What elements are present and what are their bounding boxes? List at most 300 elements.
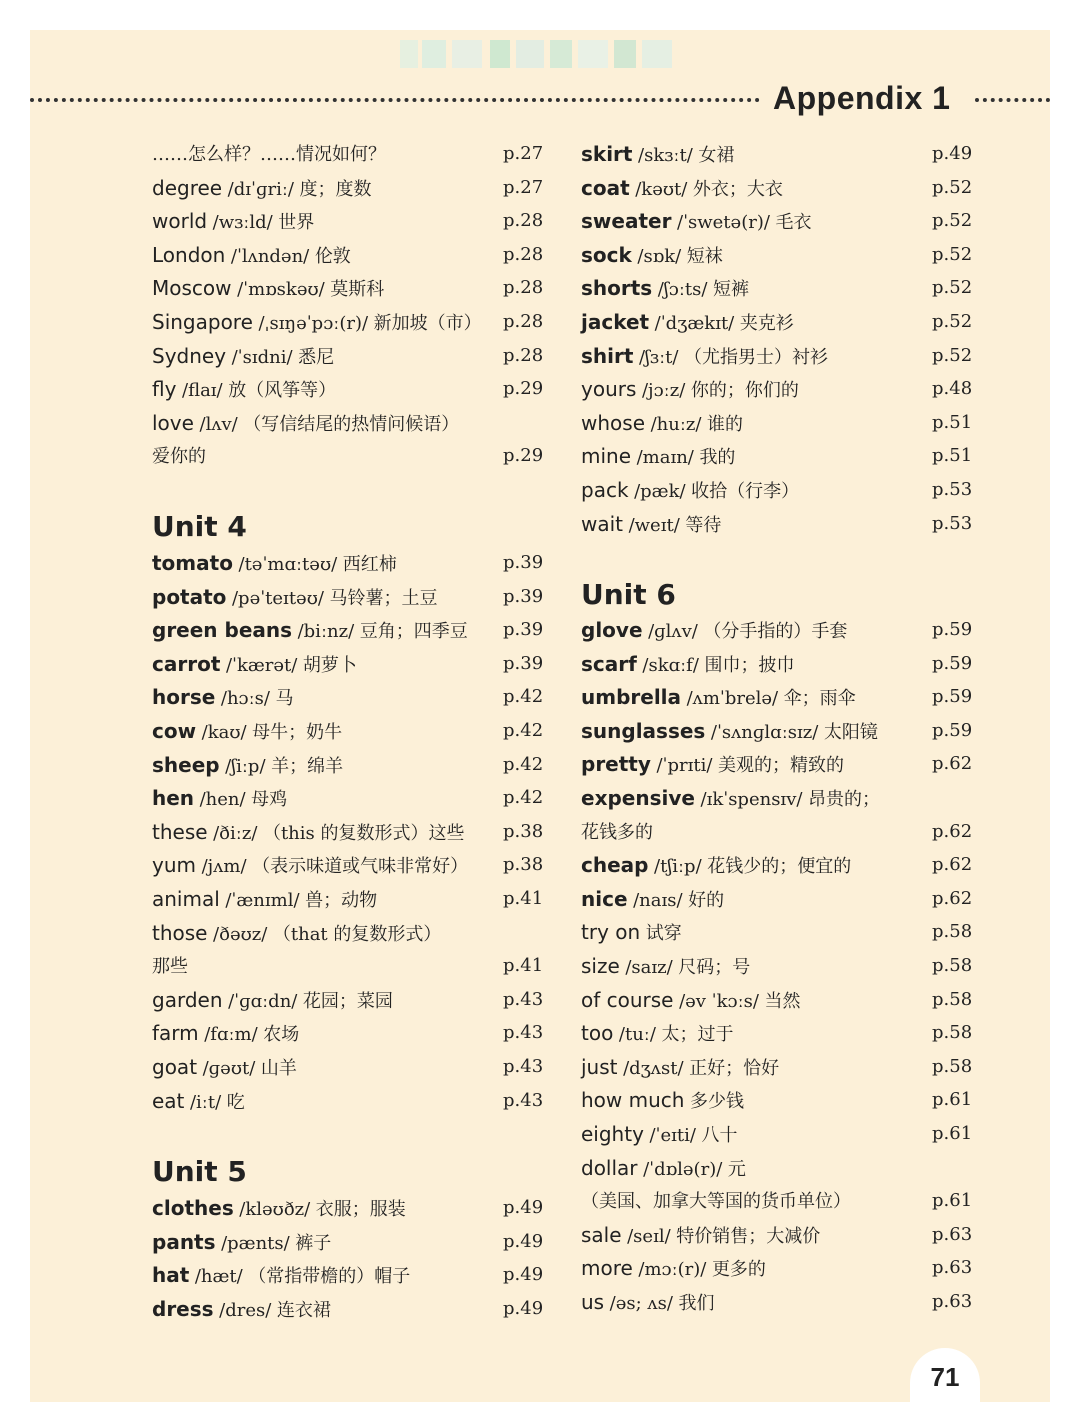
- entry-phonetic: /ɡəʊt/: [202, 1058, 256, 1079]
- vocab-entry: [581, 372, 799, 406]
- entry-meaning: 尺码；号: [678, 957, 751, 978]
- entry-phonetic: /dɪˈɡriː/: [227, 179, 294, 200]
- entry-meaning: 多少钱: [690, 1091, 745, 1112]
- entry-page-ref: p.59: [932, 686, 973, 707]
- entry-word: sweater: [581, 209, 672, 233]
- entry-phonetic: /ɪkˈspensɪv/: [700, 789, 803, 810]
- entry-phonetic: /jɔːz/: [641, 380, 686, 401]
- vocab-entry: [581, 1251, 766, 1285]
- entry-word: tomato: [152, 551, 233, 575]
- entry-word: sheep: [152, 753, 220, 777]
- entry-page-ref: p.58: [932, 955, 973, 976]
- entry-meaning: 外衣；大衣: [692, 179, 783, 200]
- entry-phonetic: /biːnz/: [297, 621, 355, 642]
- entry-page-ref: p.38: [503, 821, 544, 842]
- entry-page-ref: p.52: [932, 210, 973, 231]
- entry-page-ref: p.42: [503, 686, 544, 707]
- entry-meaning: 兽；动物: [305, 890, 378, 911]
- entry-word: Singapore: [152, 310, 253, 334]
- entry-phonetic: /əs; ʌs/: [609, 1293, 673, 1314]
- entry-page-ref: p.52: [932, 311, 973, 332]
- entry-word: degree: [152, 176, 223, 200]
- entry-meaning: 衣服；服装: [315, 1199, 406, 1220]
- entry-meaning: 夹克衫: [739, 313, 794, 334]
- entry-page-ref: p.52: [932, 277, 973, 298]
- entry-meaning: 度；度数: [299, 179, 372, 200]
- entry-page-ref: p.28: [503, 210, 544, 231]
- entry-phonetic: /ˌsɪŋəˈpɔː(r)/: [258, 313, 369, 334]
- vocab-entry: [152, 983, 393, 1017]
- entry-page-ref: p.49: [503, 1264, 544, 1285]
- entry-meaning: 等待: [685, 515, 722, 536]
- entry-word: goat: [152, 1055, 198, 1079]
- entry-phonetic: /ˈdʒækɪt/: [654, 313, 735, 334]
- vocab-entry: [581, 171, 783, 205]
- entry-page-ref: p.49: [932, 143, 973, 164]
- vocab-entry: [152, 848, 468, 882]
- entry-page-ref: p.42: [503, 720, 544, 741]
- vocab-entry: [581, 406, 743, 440]
- entry-phonetic: /ʃɔːts/: [657, 279, 708, 300]
- entry-word: Moscow: [152, 276, 232, 300]
- entry-word: pretty: [581, 752, 651, 776]
- entry-word: pants: [152, 1230, 216, 1254]
- vocab-entry: [152, 238, 351, 272]
- vocab-entry: [152, 714, 342, 748]
- entry-meaning: 我的: [699, 447, 736, 468]
- entry-phonetic: /pæk/: [634, 481, 686, 502]
- entry-word: hen: [152, 786, 195, 810]
- vocab-entry: [581, 781, 880, 815]
- entry-meaning: 昂贵的；: [808, 789, 880, 810]
- header-dotted-rule-left: [30, 98, 760, 102]
- entry-page-ref: p.51: [932, 445, 973, 466]
- vocab-entry: [581, 949, 750, 983]
- vocab-entry: [581, 1083, 744, 1117]
- entry-word: farm: [152, 1021, 199, 1045]
- entry-phonetic: /wɜːld/: [212, 212, 273, 233]
- entry-meaning: （美国、加拿大等国的货币单位）: [581, 1191, 851, 1212]
- entry-word: sale: [581, 1223, 622, 1247]
- vocab-entry: [152, 1191, 406, 1225]
- entry-page-ref: p.61: [932, 1190, 973, 1211]
- entry-word: of course: [581, 988, 674, 1012]
- entry-phonetic: /ðiːz/: [213, 823, 258, 844]
- entry-phonetic: /skɜːt/: [638, 145, 693, 166]
- entry-meaning: 当然: [764, 991, 801, 1012]
- entry-meaning: 马: [275, 688, 294, 709]
- entry-phonetic: /dʒʌst/: [623, 1058, 684, 1079]
- vocab-entry: [581, 1151, 746, 1185]
- entry-page-ref: p.58: [932, 989, 973, 1010]
- vocab-entry: [152, 781, 287, 815]
- entry-page-ref: p.28: [503, 244, 544, 265]
- entry-page-ref: p.62: [932, 753, 973, 774]
- entry-page-ref: p.43: [503, 1056, 544, 1077]
- entry-meaning: 花园；菜园: [302, 991, 393, 1012]
- entry-page-ref: p.42: [503, 787, 544, 808]
- entry-word: scarf: [581, 652, 637, 676]
- entry-phonetic: /lʌv/: [199, 414, 238, 435]
- entry-word: nice: [581, 887, 628, 911]
- vocab-entry: [152, 1016, 299, 1050]
- vocab-entry: [581, 747, 844, 781]
- entry-word: eat: [152, 1089, 185, 1113]
- entry-meaning: 马铃薯；土豆: [329, 588, 438, 609]
- vocab-entry: [152, 1292, 331, 1326]
- entry-phonetic: /ʌmˈbrelə/: [686, 688, 779, 709]
- appendix-header: [30, 80, 1050, 120]
- entry-meaning: 你的；你们的: [690, 380, 799, 401]
- entry-page-ref: p.43: [503, 989, 544, 1010]
- entry-phonetic: /saɪz/: [625, 957, 673, 978]
- vocab-entry: [581, 507, 721, 541]
- entry-page-ref: p.58: [932, 1022, 973, 1043]
- entry-phonetic: /hen/: [199, 789, 246, 810]
- entry-page-ref: p.42: [503, 754, 544, 775]
- entry-phonetic: /fɑːm/: [204, 1024, 258, 1045]
- entry-phonetic: /ˈmɒskəʊ/: [237, 279, 325, 300]
- entry-meaning: 放（风筝等）: [228, 380, 337, 401]
- vocab-entry: [152, 171, 372, 205]
- entry-phonetic: /ˈlʌndən/: [230, 246, 310, 267]
- entry-phonetic: /kaʊ/: [201, 722, 247, 743]
- entry-phonetic: /ðəʊz/: [213, 924, 268, 945]
- entry-meaning: 那些: [152, 956, 188, 977]
- entry-meaning: 短袜: [686, 246, 723, 267]
- vocab-entry: [152, 949, 188, 983]
- vocab-entry: [152, 406, 459, 440]
- entry-phonetic: /iːt/: [189, 1092, 222, 1113]
- entry-meaning: 我们: [678, 1293, 715, 1314]
- vocab-entry: [152, 305, 482, 339]
- entry-phonetic: /tuː/: [618, 1024, 656, 1045]
- vocab-entry: [152, 339, 334, 373]
- entry-meaning: 更多的: [711, 1259, 766, 1280]
- entry-phonetic: /ˈænɪml/: [225, 890, 300, 911]
- entry-page-ref: p.39: [503, 552, 544, 573]
- entry-phonetic: /ˈswetə(r)/: [677, 212, 770, 233]
- entry-word: sunglasses: [581, 719, 706, 743]
- entry-page-ref: p.63: [932, 1291, 973, 1312]
- vocab-entry: [152, 882, 377, 916]
- entry-meaning: 爱你的: [152, 446, 206, 467]
- entry-phonetic: /dres/: [219, 1300, 272, 1321]
- entry-page-ref: p.28: [503, 277, 544, 298]
- entry-page-ref: p.41: [503, 955, 544, 976]
- entry-page-ref: p.62: [932, 854, 973, 875]
- entry-word: try on: [581, 920, 641, 944]
- entry-phonetic: /tʃiːp/: [654, 856, 702, 877]
- entry-word: animal: [152, 887, 220, 911]
- entry-phonetic: /weɪt/: [628, 515, 680, 536]
- entry-page-ref: p.58: [932, 921, 973, 942]
- entry-phonetic: /kəʊt/: [635, 179, 688, 200]
- vocab-entry: [581, 1050, 779, 1084]
- entry-page-ref: p.61: [932, 1089, 973, 1110]
- entry-meaning: 母鸡: [251, 789, 288, 810]
- entry-page-ref: p.53: [932, 513, 973, 534]
- entry-word: expensive: [581, 786, 695, 810]
- entry-phonetic: /flaɪ/: [182, 380, 223, 401]
- entry-meaning: 羊；绵羊: [271, 756, 344, 777]
- vocab-entry: [152, 815, 465, 849]
- entry-meaning: （that 的复数形式）: [272, 924, 442, 945]
- entry-page-ref: p.43: [503, 1090, 544, 1111]
- entry-page-ref: p.49: [503, 1197, 544, 1218]
- entry-phonetic: /ˈprɪti/: [656, 755, 713, 776]
- entry-word: whose: [581, 411, 645, 435]
- vocab-entry: [581, 613, 847, 647]
- entry-page-ref: p.62: [932, 821, 973, 842]
- vocab-entry: [581, 1285, 714, 1319]
- vocab-entry: [152, 680, 294, 714]
- vocab-entry: [581, 1016, 733, 1050]
- entry-meaning: 毛衣: [775, 212, 812, 233]
- entry-meaning: 莫斯科: [330, 279, 385, 300]
- entry-page-ref: p.41: [503, 888, 544, 909]
- entry-phonetic: /ʃɜːt/: [638, 347, 679, 368]
- entry-phonetic: /skɑːf/: [642, 655, 699, 676]
- entry-word: Sydney: [152, 344, 227, 368]
- vocab-entry: [152, 1084, 245, 1118]
- entry-page-ref: p.59: [932, 619, 973, 640]
- entry-word: dollar: [581, 1156, 638, 1180]
- entry-word: dress: [152, 1297, 214, 1321]
- entry-page-ref: p.62: [932, 888, 973, 909]
- vocab-entry: [152, 1050, 297, 1084]
- entry-word: London: [152, 243, 226, 267]
- vocab-entry: [152, 647, 357, 681]
- entry-meaning: 正好；恰好: [689, 1058, 780, 1079]
- entry-page-ref: p.51: [932, 412, 973, 433]
- entry-phonetic: /hæt/: [194, 1266, 243, 1287]
- entry-word: those: [152, 921, 208, 945]
- vocab-entry: [581, 983, 801, 1017]
- entry-page-ref: p.39: [503, 653, 544, 674]
- entry-word: mine: [581, 444, 632, 468]
- entry-word: too: [581, 1021, 614, 1045]
- entry-word: jacket: [581, 310, 650, 334]
- unit-heading: Unit 5: [152, 1155, 247, 1188]
- entry-word: horse: [152, 685, 216, 709]
- vocab-entry: [581, 271, 749, 305]
- entry-page-ref: p.29: [503, 378, 544, 399]
- entry-page-ref: p.29: [503, 445, 544, 466]
- vocab-entry: [581, 647, 794, 681]
- entry-page-ref: p.63: [932, 1257, 973, 1278]
- vocab-entry: [581, 1117, 738, 1151]
- entry-page-ref: p.63: [932, 1224, 973, 1245]
- unit-heading: Unit 4: [152, 510, 247, 543]
- blurred-header-graphic: [400, 40, 690, 70]
- entry-phonetic: /jʌm/: [201, 856, 247, 877]
- vocab-entry: [152, 580, 438, 614]
- vocab-entry: [152, 613, 468, 647]
- entry-word: pack: [581, 478, 629, 502]
- entry-phonetic: /əv ˈkɔːs/: [679, 991, 759, 1012]
- entry-phonetic: /təˈmɑːtəʊ/: [238, 554, 338, 575]
- vocab-entry: [581, 137, 734, 171]
- entry-phonetic: /ˈsʌnɡlɑːsɪz/: [710, 722, 819, 743]
- entry-phonetic: /pəˈteɪtəʊ/: [231, 588, 324, 609]
- entry-meaning: 裤子: [295, 1233, 332, 1254]
- entry-word: hat: [152, 1263, 190, 1287]
- entry-meaning: （写信结尾的热情问候语）: [243, 414, 460, 435]
- entry-meaning: 女裙: [698, 145, 735, 166]
- entry-meaning: 新加坡（市）: [373, 313, 482, 334]
- entry-page-ref: p.53: [932, 479, 973, 500]
- entry-meaning: （尤指男士）衬衫: [684, 347, 829, 368]
- vocab-entry: [581, 714, 878, 748]
- entry-word: cheap: [581, 853, 649, 877]
- entry-meaning: （分手指的）手套: [703, 621, 848, 642]
- entry-meaning: 伦敦: [314, 246, 351, 267]
- entry-meaning: 谁的: [707, 414, 743, 435]
- entry-meaning: 围巾；披巾: [704, 655, 795, 676]
- vocab-entry: [581, 339, 828, 373]
- entry-meaning: （this 的复数形式）这些: [262, 823, 465, 844]
- vocab-entry: [581, 882, 724, 916]
- vocab-entry: [152, 1258, 410, 1292]
- entry-meaning: 短裤: [712, 279, 749, 300]
- vocab-entry: [581, 439, 735, 473]
- vocab-entry: [581, 1218, 820, 1252]
- entry-page-ref: p.58: [932, 1056, 973, 1077]
- entry-word: shirt: [581, 344, 634, 368]
- entry-word: fly: [152, 377, 177, 401]
- entry-page-ref: p.28: [503, 311, 544, 332]
- header-dotted-rule-right: [975, 98, 1050, 102]
- entry-word: how much: [581, 1088, 685, 1112]
- entry-meaning: 收拾（行李）: [691, 481, 800, 502]
- vocab-entry: [152, 748, 343, 782]
- entry-meaning: 太；过于: [661, 1024, 734, 1045]
- vocab-entry: [152, 916, 441, 950]
- entry-page-ref: p.39: [503, 586, 544, 607]
- entry-phonetic: /ˈɡɑːdn/: [228, 991, 298, 1012]
- entry-meaning: 美观的；精致的: [717, 755, 844, 776]
- entry-phonetic: /huːz/: [650, 414, 702, 435]
- entry-meaning: 西红柿: [342, 554, 397, 575]
- entry-phonetic: /kləʊðz/: [239, 1199, 311, 1220]
- entry-meaning: 世界: [278, 212, 315, 233]
- entry-phonetic: /ɡlʌv/: [648, 621, 698, 642]
- entry-page-ref: p.49: [503, 1231, 544, 1252]
- vocab-entry: [581, 238, 723, 272]
- entry-meaning: 伞；雨伞: [783, 688, 856, 709]
- entry-page-ref: p.39: [503, 619, 544, 640]
- entry-page-ref: p.61: [932, 1123, 973, 1144]
- entry-meaning: 八十: [701, 1125, 738, 1146]
- entry-meaning: （表示味道或气味非常好）: [252, 856, 469, 877]
- entry-phonetic: /mɔː(r)/: [638, 1259, 707, 1280]
- appendix-title: Appendix 1: [773, 80, 951, 116]
- entry-page-ref: p.43: [503, 1022, 544, 1043]
- entry-page-ref: p.28: [503, 345, 544, 366]
- vocab-entry: [152, 137, 386, 171]
- entry-word: clothes: [152, 1196, 234, 1220]
- vocab-entry: [581, 204, 811, 238]
- entry-meaning: 胡萝卜: [302, 655, 357, 676]
- vocab-entry: [581, 815, 653, 849]
- entry-meaning: 农场: [263, 1024, 300, 1045]
- entry-phonetic: /ˈsɪdni/: [231, 347, 293, 368]
- entry-page-ref: p.59: [932, 653, 973, 674]
- entry-phonetic: /hɔːs/: [220, 688, 270, 709]
- entry-meaning: 好的: [688, 890, 725, 911]
- entry-meaning: 吃: [226, 1092, 245, 1113]
- vocab-entry: [152, 204, 314, 238]
- page-number: 71: [910, 1348, 980, 1408]
- entry-word: size: [581, 954, 620, 978]
- vocab-entry: [581, 848, 851, 882]
- entry-page-ref: p.52: [932, 177, 973, 198]
- unit-heading: Unit 6: [581, 578, 676, 611]
- entry-page-ref: p.38: [503, 854, 544, 875]
- entry-phonetic: /ˈeɪti/: [649, 1125, 696, 1146]
- entry-phonetic: /seɪl/: [627, 1226, 671, 1247]
- vocab-entry: [152, 271, 384, 305]
- entry-word: sock: [581, 243, 632, 267]
- entry-meaning: 太阳镜: [823, 722, 878, 743]
- entry-word: love: [152, 411, 194, 435]
- vocab-entry: [581, 473, 799, 507]
- vocab-entry: [152, 372, 336, 406]
- entry-meaning: 母牛；奶牛: [252, 722, 343, 743]
- entry-phonetic: /sɒk/: [637, 246, 682, 267]
- entry-meaning: 连衣裙: [276, 1300, 331, 1321]
- entry-word: green beans: [152, 618, 293, 642]
- entry-page-ref: p.48: [932, 378, 973, 399]
- entry-word: cow: [152, 719, 197, 743]
- entry-phonetic: /ˈdɒlə(r)/: [643, 1159, 723, 1180]
- entry-word: carrot: [152, 652, 221, 676]
- entry-word: wait: [581, 512, 624, 536]
- entry-word: just: [581, 1055, 618, 1079]
- vocab-entry: [152, 439, 206, 473]
- entry-word: skirt: [581, 142, 633, 166]
- entry-meaning: 花钱多的: [581, 822, 653, 843]
- entry-word: glove: [581, 618, 643, 642]
- entry-word: potato: [152, 585, 227, 609]
- entry-phonetic: /ʃiːp/: [225, 756, 266, 777]
- entry-page-ref: p.27: [503, 177, 544, 198]
- entry-phonetic: /naɪs/: [633, 890, 683, 911]
- entry-meaning: 山羊: [260, 1058, 297, 1079]
- vocab-entry: [581, 1184, 851, 1218]
- entry-word: coat: [581, 176, 630, 200]
- entry-meaning: ……怎么样？……情况如何？: [152, 144, 386, 165]
- vocab-entry: [581, 305, 794, 339]
- vocab-entry: [152, 546, 397, 580]
- entry-word: yum: [152, 853, 196, 877]
- entry-page-ref: p.27: [503, 143, 544, 164]
- vocab-entry: [152, 1225, 331, 1259]
- vocab-entry: [581, 680, 856, 714]
- entry-word: shorts: [581, 276, 653, 300]
- entry-meaning: 特价销售；大减价: [676, 1226, 821, 1247]
- entry-meaning: 元: [727, 1159, 746, 1180]
- entry-word: these: [152, 820, 208, 844]
- entry-phonetic: /maɪn/: [636, 447, 694, 468]
- entry-word: more: [581, 1256, 633, 1280]
- entry-meaning: 悉尼: [298, 347, 335, 368]
- entry-page-ref: p.49: [503, 1298, 544, 1319]
- entry-meaning: （常指带檐的）帽子: [248, 1266, 411, 1287]
- entry-meaning: 花钱少的；便宜的: [707, 856, 852, 877]
- entry-word: yours: [581, 377, 637, 401]
